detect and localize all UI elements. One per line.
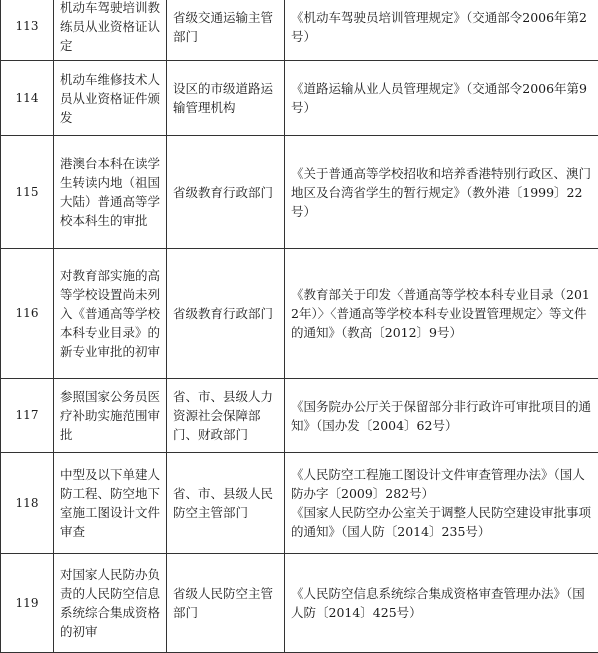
legal-basis xyxy=(285,453,598,554)
row-number: 113 xyxy=(1,0,54,61)
approval-item: 机动车维修技术人员从业资格证件颁发 xyxy=(54,61,167,136)
approval-item: 参照国家公务员医疗补助实施范围审批 xyxy=(54,379,167,453)
approval-item: 机动车驾驶培训教练员从业资格证认定 xyxy=(54,0,167,61)
table-row xyxy=(1,61,598,136)
legal-basis-document: 《道路运输从业人员管理规定》（交通部令2006年第9号） xyxy=(291,81,588,115)
row-number: 118 xyxy=(1,453,54,554)
table-row xyxy=(1,554,598,653)
approval-item: 港澳台本科在读学生转读内地（祖国大陆）普通高等学校本科生的审批 xyxy=(54,136,167,249)
legal-basis-document: 《人民防空工程施工图设计文件审查管理办法》（国人防办字〔2009〕282号） xyxy=(291,467,585,501)
implementing-department: 省级交通运输主管部门 xyxy=(167,0,285,61)
legal-basis-document: 《教育部关于印发〈普通高等学校本科专业目录（2012年）〉〈普通高等学校本科专业设置管理规定〉等文件的通知》（教高〔2012〕9号） xyxy=(291,287,590,340)
implementing-department: 省级教育行政部门 xyxy=(167,136,285,249)
legal-basis-document: 《国家人民防空办公室关于调整人民防空建设审批事项的通知》（国人防〔2014〕235号） xyxy=(291,505,592,539)
approval-item: 对教育部实施的高等学校设置尚未列入《普通高等学校本科专业目录》的新专业审批的初审 xyxy=(54,249,167,379)
legal-basis xyxy=(285,61,598,136)
table-row xyxy=(1,453,598,554)
implementing-department: 省、市、县级人力资源社会保障部门、财政部门 xyxy=(167,379,285,453)
table-row xyxy=(1,136,598,249)
implementing-department: 设区的市级道路运输管理机构 xyxy=(167,61,285,136)
implementing-department: 省级人民防空主管部门 xyxy=(167,554,285,653)
approval-item: 对国家人民防办负责的人民防空信息系统综合集成资格的初审 xyxy=(54,554,167,653)
table-row xyxy=(1,0,598,61)
legal-basis xyxy=(285,379,598,453)
legal-basis-document: 《国务院办公厅关于保留部分非行政许可审批项目的通知》（国办发〔2004〕62号） xyxy=(291,398,592,433)
row-number: 114 xyxy=(1,61,54,136)
legal-basis xyxy=(285,0,598,61)
approval-item: 中型及以下单建人防工程、防空地下室施工图设计文件审查 xyxy=(54,453,167,554)
legal-basis-document: 《关于普通高等学校招收和培养香港特别行政区、澳门地区及台湾省学生的暂行规定》（教外港〔1999〕22号） xyxy=(291,165,592,219)
legal-basis xyxy=(285,554,598,653)
row-number: 116 xyxy=(1,249,54,379)
implementing-department: 省、市、县级人民防空主管部门 xyxy=(167,453,285,554)
row-number: 117 xyxy=(1,379,54,453)
legal-basis xyxy=(285,249,598,379)
implementing-department: 省级教育行政部门 xyxy=(167,249,285,379)
legal-basis-document: 《人民防空信息系统综合集成资格审查管理办法》（国人防〔2014〕425号） xyxy=(291,586,585,620)
legal-basis xyxy=(285,136,598,249)
legal-basis-document: 《机动车驾驶员培训管理规定》（交通部令2006年第2号） xyxy=(291,9,588,44)
table-row xyxy=(1,379,598,453)
row-number: 115 xyxy=(1,136,54,249)
table-row xyxy=(1,249,598,379)
row-number: 119 xyxy=(1,554,54,653)
